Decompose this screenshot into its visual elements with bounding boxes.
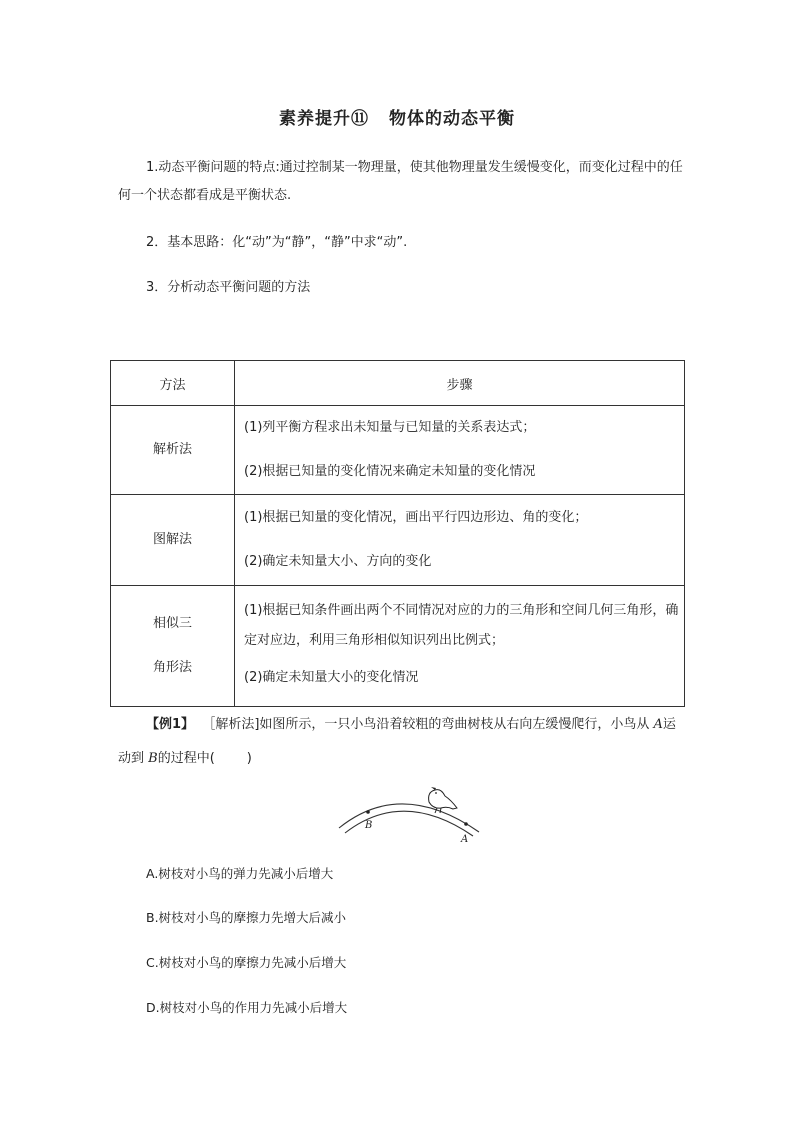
table-row [111, 495, 685, 586]
example-question [118, 708, 688, 776]
step-text: (2)确定未知量大小的变化情况 [244, 669, 419, 685]
figure-label-a: A [461, 834, 469, 845]
paragraph-methods-intro: 3．分析动态平衡问题的方法 [146, 280, 311, 295]
point-a-marker [464, 822, 468, 826]
table-row [111, 406, 685, 495]
method-cell [111, 406, 235, 495]
point-a-label: A [653, 717, 663, 732]
example-text: ［解析法]如图所示，一只小鸟沿着较粗的弯曲树枝从右向左缓慢爬行，小鸟从 [202, 717, 650, 732]
option-d: D.树枝对小鸟的作用力先减小后增大 [146, 1000, 348, 1015]
step-text: (2)确定未知量大小、方向的变化 [244, 554, 432, 569]
method-name: 角形法 [152, 660, 192, 675]
point-b-label: B [148, 751, 158, 766]
branch-bird-figure [335, 778, 485, 846]
method-cell [111, 586, 235, 707]
method-cell [111, 495, 235, 586]
step-text: (1)根据已知量的变化情况，画出平行四边形边、角的变化； [244, 510, 588, 525]
paragraph-basic-idea: 2．基本思路：化“动”为“静”，“静”中求“动”. [146, 235, 408, 250]
section-number: 素养提升⑪ [279, 109, 369, 129]
table-header-row [111, 361, 685, 406]
branch-outer-arc [339, 804, 479, 832]
step-text: (1)列平衡方程求出未知量与已知量的关系表达式； [244, 420, 536, 435]
method-name: 解析法 [152, 442, 192, 457]
steps-cell [235, 406, 685, 495]
example-text: ) [246, 751, 252, 766]
example-tag: 【例1】 [146, 717, 195, 732]
table-row [111, 586, 685, 707]
option-b: B.树枝对小鸟的摩擦力先增大后减小 [146, 910, 347, 925]
header-steps: 步骤 [235, 361, 685, 406]
steps-cell [235, 586, 685, 707]
option-c: C.树枝对小鸟的摩擦力先减小后增大 [146, 955, 347, 970]
section-title: 物体的动态平衡 [389, 109, 515, 129]
page-title [0, 104, 794, 129]
point-b-marker [366, 810, 370, 814]
example-text: 运动到 [118, 717, 676, 766]
step-text: (2)根据已知量的变化情况来确定未知量的变化情况 [244, 464, 536, 479]
steps-cell [235, 495, 685, 586]
methods-table [110, 360, 685, 707]
header-method: 方法 [111, 361, 235, 406]
example-text: 的过程中( [157, 751, 215, 766]
figure-label-b: B [365, 820, 373, 831]
paragraph-characteristics: 1.动态平衡问题的特点:通过控制某一物理量，使其他物理量发生缓慢变化，而变化过程中的任何一个状态都看成是平衡状态. [118, 160, 683, 203]
method-name: 相似三 [152, 616, 192, 631]
method-name: 图解法 [152, 532, 192, 547]
step-text: (1)根据已知条件画出两个不同情况对应的力的三角形和空间几何三角形，确定对应边，利用三角形相似知识列出比例式； [244, 602, 679, 648]
option-a: A.树枝对小鸟的弹力先减小后增大 [146, 866, 334, 881]
